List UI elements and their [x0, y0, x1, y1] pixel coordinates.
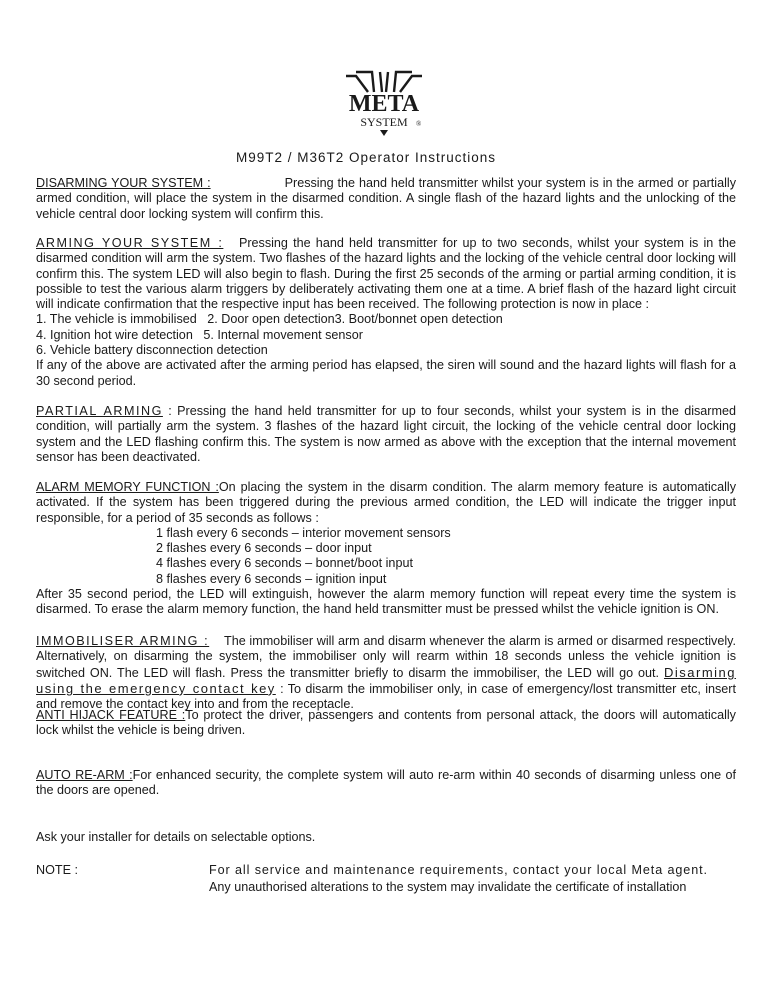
installer-text: Ask your installer for details on selectable options. [36, 830, 316, 844]
text-alarm-memory: On placing the system in the disarm condition. The alarm memory feature is automatically activated. If the system has been triggered during the previous armed condition, the LED will indicate the trigger input responsible, for a period of 35 seconds as follows : [36, 480, 736, 525]
heading-emergency-key: Disarming using the emergency contact key [36, 664, 736, 696]
note-label: NOTE : [36, 863, 78, 877]
heading-immobiliser: IMMOBILISER ARMING : [36, 634, 210, 648]
section-anti-hijack [36, 708, 736, 739]
heading-partial-arming: PARTIAL ARMING [36, 404, 163, 418]
logo-registered-mark: ® [416, 120, 422, 128]
text-emergency-key: : To disarm the immobiliser only, in case of emergency/lost transmitter etc, insert and remove the contact key into and from the receptacle. [36, 681, 736, 712]
heading-anti-hijack: ANTI HIJACK FEATURE : [36, 708, 186, 722]
arming-item: 1. The vehicle is immobilised 2. Door open detection3. Boot/bonnet open detection [36, 312, 503, 327]
memory-item: 1 flash every 6 seconds – interior movement sensors [156, 525, 451, 540]
text-disarming: Pressing the hand held transmitter whilst your system is in the armed or partially armed condition, will place the system in the disarmed condition. A single flash of the hazard lights and the unlocking of the vehicle central door locking system will confirm this. [36, 176, 736, 221]
section-auto-rearm [36, 768, 736, 799]
section-disarming [36, 176, 736, 222]
section-partial-arming [36, 404, 736, 465]
meta-system-logo [334, 66, 434, 138]
text-arming: Pressing the hand held transmitter for up to two seconds, whilst your system is in the disarmed condition will arm the system. Two flashes of the hazard lights and the locking of the vehicle central door locking will confirm this. The system LED will also begin to flash. During the first 25 seconds of the arming or partial arming condition, it is possible to test the various alarm triggers by deliberately activating them one at a time. A brief flash of the hazard light circuit will indicate confirmation that the respective input has been received. The following protection is now in place : [36, 236, 737, 312]
heading-disarming: DISARMING YOUR SYSTEM : [36, 176, 211, 190]
memory-item: 2 flashes every 6 seconds – door input [156, 541, 372, 556]
note-line-2: Any unauthorised alterations to the system may invalidate the certificate of installation [209, 880, 687, 894]
note-line-1: For all service and maintenance requirements, contact your local Meta agent. [209, 863, 708, 877]
memory-item: 4 flashes every 6 seconds – bonnet/boot input [156, 556, 413, 571]
text-partial-arming: : Pressing the hand held transmitter for up to four seconds, whilst your system is in the disarmed condition, will partially arm the system. 3 flashes of the hazard light circuit, the locking of the vehicle central door locking system and the LED flashing confirm this. The system is now armed as above with the exception that the internal movement sensor has been deactivated. [36, 404, 737, 464]
page-title: M99T2 / M36T2 Operator Instructions [235, 150, 497, 165]
arming-item: 4. Ignition hot wire detection 5. Internal movement sensor [36, 327, 363, 342]
logo-sub-text: SYSTEM [360, 115, 408, 129]
text-anti-hijack: To protect the driver, passengers and contents from personal attack, the doors will automatically lock whilst the vehicle is being driven. [36, 708, 736, 738]
logo-brand-text: META [348, 91, 420, 117]
heading-alarm-memory: ALARM MEMORY FUNCTION : [36, 480, 219, 494]
heading-arming: ARMING YOUR SYSTEM : [36, 236, 224, 250]
memory-item: 8 flashes every 6 seconds – ignition input [156, 571, 387, 586]
text-auto-rearm: For enhanced security, the complete system will auto re-arm within 40 seconds of disarming unless one of the doors are opened. [36, 768, 736, 798]
heading-auto-rearm: AUTO RE-ARM : [36, 768, 133, 782]
section-arming [36, 236, 736, 389]
arming-after-text: If any of the above are activated after the arming period has elapsed, the siren will sound and the hazard lights will flash for a 30 second period. [36, 358, 736, 388]
memory-after-text: After 35 second period, the LED will extinguish, however the alarm memory function will repeat every time the system is disarmed. To erase the alarm memory function, the hand held transmitter must be pressed whilst the vehicle ignition is ON. [36, 587, 736, 617]
text-immobiliser: The immobiliser will arm and disarm whenever the alarm is armed or disarmed respectively. Alternatively, on disarming the system, the immobiliser only will rearm within 18 seconds unless the vehicle ignition is switched ON. The LED will flash. Press the transmitter briefly to disarm the immobiliser, the LED will go out. [36, 634, 736, 680]
section-immobiliser [36, 634, 736, 712]
section-alarm-memory [36, 480, 736, 618]
arming-item: 6. Vehicle battery disconnection detection [36, 343, 268, 358]
